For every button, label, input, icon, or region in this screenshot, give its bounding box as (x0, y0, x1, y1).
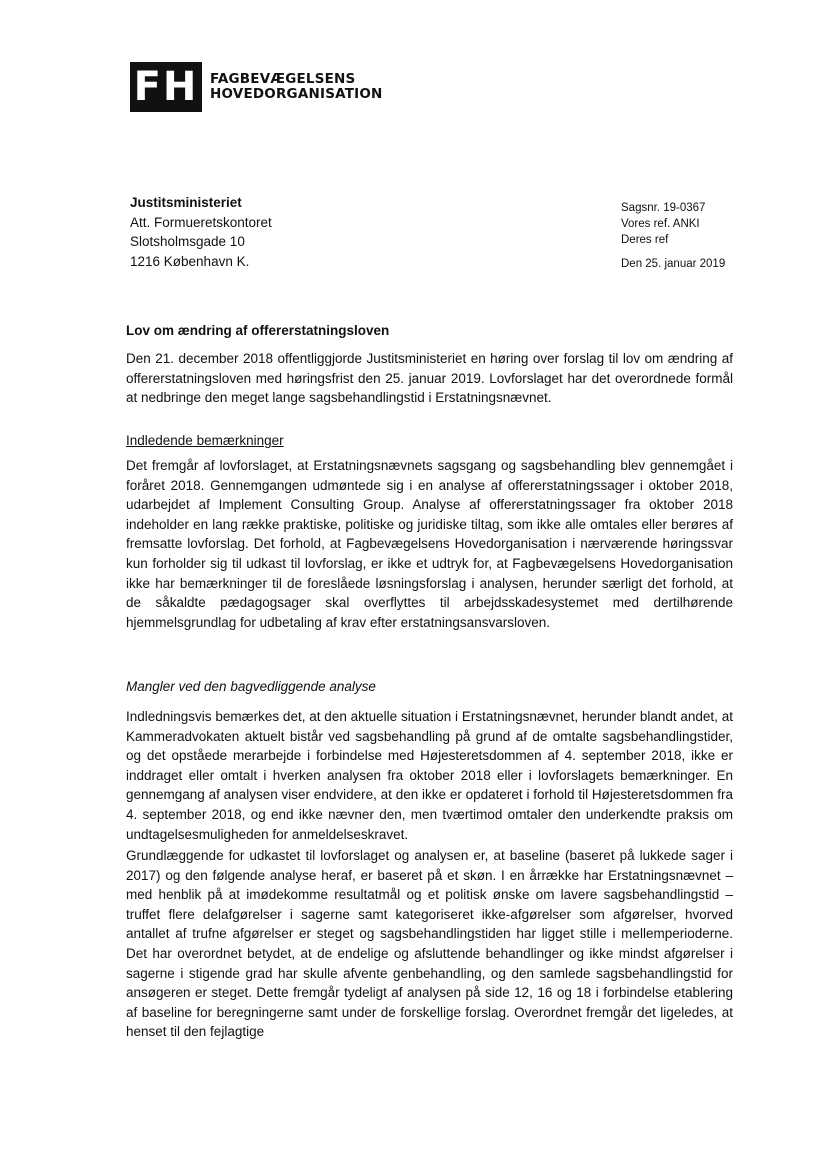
your-reference: Deres ref (621, 234, 669, 246)
fh-logo (130, 62, 383, 112)
subject-heading: Lov om ændring af offererstatningsloven (126, 323, 390, 338)
logo-mark (130, 62, 202, 112)
recipient-address (130, 193, 272, 271)
section-heading-intro: Indledende bemærkninger (126, 433, 284, 448)
section-intro-text: Det fremgår af lovforslaget, at Erstatningsnævnets sagsgang og sagsbehandling blev gennemgået i foråret 2018. Gennemgangen udmøntede sig i en analyse af offererstatningssager i oktober 2018, udarbejdet af Implement Consulting Group. Analyse af offererstatningssager fra oktober 2018 indeholder en lang række praktiske, politiske og juridiske tiltag, som ikke alle omtales eller berøres af fremsatte lovforslag. Det forhold, at Fagbevægelsens Hovedorganisation i nærværende høringssvar kun forholder sig til udkast til lovforslag, er ikke et udtryk for, at Fagbevægelsens Hovedorganisation ikke har bemærkninger til de foreslåede løsningsforslag i analysen, herunder særligt det forhold, at de såkaldte pædagogsager skal overflyttes til arbejdsskadesystemet med dertilhørende hjemmelsgrundlag for udbetaling af krav efter erstatningsansvarsloven. (126, 458, 733, 630)
recipient-street: Slotsholmsgade 10 (130, 234, 245, 249)
logo-letters: FH (133, 64, 199, 110)
intro-paragraph (126, 349, 733, 408)
section-mangler-body-1 (126, 707, 733, 844)
recipient-name: Justitsministeriet (130, 195, 242, 210)
logo-line-2: HOVEDORGANISATION (210, 86, 383, 102)
section-intro-body (126, 456, 733, 632)
intro-text: Den 21. december 2018 offentliggjorde Justitsministeriet en høring over forslag til lov om ændring af offererstatningsloven med høringsfrist den 25. januar 2019. Lovforslaget har det overordnede formål at nedbringe den meget lange sagsbehandlingstid i Erstatningsnævnet. (126, 351, 733, 406)
letter-date: Den 25. januar 2019 (621, 258, 726, 270)
section-mangler-text-1: Indledningsvis bemærkes det, at den aktuelle situation i Erstatningsnævnet, herunder blandt andet, at Kammeradvokaten aktuelt bistår ved sagsbehandling på grund af de omtalte sagsbehandlingstider, og det opståede merarbejde i forbindelse med Højesteretsdommen af 4. september 2018, ikke er inddraget eller omtalt i hverken analysen fra oktober 2018 eller i lovforslagets bemærkninger. En gennemgang af analysen viser endvidere, at den ikke er opdateret i forhold til Højesteretsdommen fra 4. september 2018, og end ikke nævner den, men tværtimod omtaler den underkendte praksis om undtagelsesmuligheden for anmeldelseskravet. (126, 709, 733, 842)
reference-block (621, 200, 705, 248)
section-heading-mangler: Mangler ved den bagvedliggende analyse (126, 679, 376, 694)
case-number: Sagsnr. 19-0367 (621, 202, 706, 214)
recipient-city: 1216 København K. (130, 253, 250, 269)
logo-wordmark (210, 72, 383, 102)
logo-line-1: FAGBEVÆGELSENS (210, 71, 356, 87)
our-reference: Vores ref. ANKI (621, 218, 700, 230)
recipient-attention: Att. Formueretskontoret (130, 214, 272, 230)
section-mangler-text-2: Grundlæggende for udkastet til lovforslaget og analysen er, at baseline (baseret på lukkede sager i 2017) og den følgende analyse heraf, er baseret på et skøn. I en årrække har Erstatningsnævnet – med henblik på at imødekomme resultatmål og et politisk ønske om lavere sagsbehandlingstid – truffet flere delafgørelser i sagerne samt kategoriseret ikke-afgørelser som afgørelser, hvorved antallet af trufne afgørelser er steget og sagsbehandlingstiden har ligget stille i mellemperioderne. Det har overordnet betydet, at de endelige og afsluttende behandlinger og ikke mindst afgørelser i sagerne i stigende grad har skulle afvente genbehandling, og den samlede sagsbehandlingstid for ansøgeren er steget. Dette fremgår tydeligt af analysen på side 12, 16 og 18 i forbindelse etablering af baseline for beregningerne samt under de forskellige forslag. Overordnet fremgår det ligeledes, at henset til den fejlagtige (126, 848, 733, 1040)
section-mangler-body-2 (126, 846, 733, 1042)
